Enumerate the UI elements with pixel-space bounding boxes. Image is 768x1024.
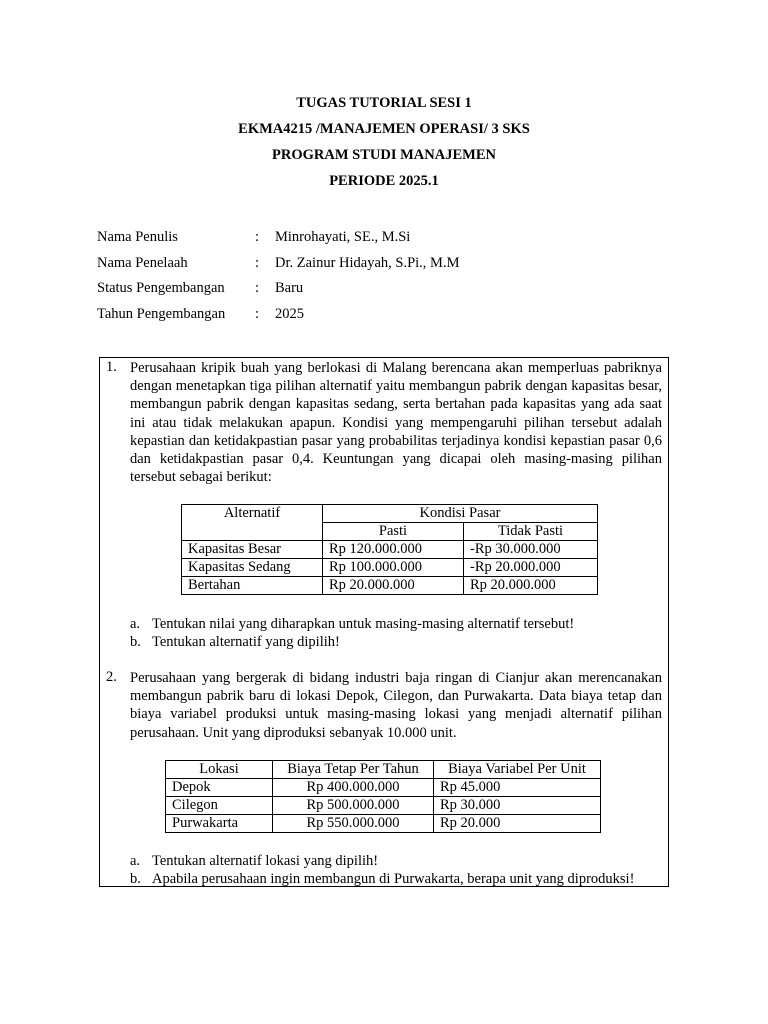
cell-biaya-tetap: Rp 500.000.000: [273, 797, 434, 815]
meta-value: 2025: [275, 306, 304, 323]
sub-text: Tentukan alternatif lokasi yang dipilih!: [152, 853, 379, 869]
meta-label: Nama Penulis: [97, 229, 178, 245]
cell-pasti: Rp 120.000.000: [323, 541, 464, 559]
sub-letter: a.: [130, 853, 141, 869]
sub-question-a: [130, 852, 662, 870]
meta-label: Status Pengembangan: [97, 280, 225, 297]
table-row: [166, 815, 601, 833]
question-text: Perusahaan yang bergerak di bidang industri baja ringan di Cianjur akan merencanakan membangun pabrik baru di lokasi Depok, Cilegon, dan Purwakarta. Data biaya tetap dan biaya variabel produksi untuk masing-masing lokasi yang menjadi alternatif pilihan perusahaan. Unit yang diproduksi sebanyak 10.000 unit.: [130, 670, 662, 741]
author-info: [97, 228, 459, 331]
sub-questions: [130, 852, 662, 888]
sub-letter: b.: [130, 871, 141, 887]
sub-text: Tentukan alternatif yang dipilih!: [152, 634, 340, 650]
cell-biaya-tetap: Rp 400.000.000: [273, 779, 434, 797]
cell-pasti: Rp 100.000.000: [323, 559, 464, 577]
meta-colon: :: [255, 229, 260, 245]
meta-label: Tahun Pengembangan: [97, 306, 226, 323]
cell-lokasi: Cilegon: [166, 797, 273, 815]
sub-question-b: [130, 633, 662, 651]
question-number: 1.: [106, 359, 117, 375]
cell-pasti: Rp 20.000.000: [323, 577, 464, 595]
meta-row-tahun: [97, 305, 459, 331]
header-program: PROGRAM STUDI MANAJEMEN: [272, 147, 496, 163]
meta-value: Dr. Zainur Hidayah, S.Pi., M.M: [275, 254, 460, 271]
meta-colon: :: [255, 306, 260, 323]
sub-question-a: [130, 615, 662, 633]
cell-lokasi: Purwakarta: [166, 815, 273, 833]
cell-biaya-variabel: Rp 45.000: [434, 779, 601, 797]
payoff-table: [181, 504, 598, 595]
cell-alternatif: Kapasitas Besar: [182, 541, 323, 559]
header-lokasi: Lokasi: [166, 761, 273, 779]
header-title: TUGAS TUTORIAL SESI 1: [296, 95, 472, 111]
sub-text: Apabila perusahaan ingin membangun di Purwakarta, berapa unit yang diproduksi!: [152, 871, 635, 887]
question-text: Perusahaan kripik buah yang berlokasi di Malang berencana akan memperluas pabriknya dengan menetapkan tiga pilihan alternatif yaitu membangun pabrik dengan kapasitas besar, membangun pabrik dengan kapasitas sedang, serta bertahan pada kapasitas yang ada saat ini atau tidak melakukan apapun. Kondisi yang mempengaruhi pilihan tersebut adalah kepastian dan ketidakpastian pasar yang probabilitas terjadinya kondisi kepastian pasar 0,6 dan ketidakpastian pasar 0,4. Keuntungan yang dicapai oleh masing-masing pilihan tersebut sebagai berikut:: [130, 360, 662, 486]
sub-questions: [130, 615, 662, 651]
header-alternatif: Alternatif: [182, 505, 323, 541]
question-number: 2.: [106, 669, 117, 685]
cell-biaya-variabel: Rp 30.000: [434, 797, 601, 815]
header-kondisi-pasar: Kondisi Pasar: [323, 505, 598, 523]
header-biaya-variabel: Biaya Variabel Per Unit: [434, 761, 601, 779]
meta-value: Minrohayati, SE., M.Si: [275, 229, 411, 245]
sub-letter: a.: [130, 616, 141, 632]
question-1: [106, 359, 662, 486]
cell-biaya-variabel: Rp 20.000: [434, 815, 601, 833]
meta-row-penelaah: [97, 254, 459, 280]
table-row: [166, 797, 601, 815]
cell-biaya-tetap: Rp 550.000.000: [273, 815, 434, 833]
sub-text: Tentukan nilai yang diharapkan untuk masing-masing alternatif tersebut!: [152, 616, 575, 632]
header-biaya-tetap: Biaya Tetap Per Tahun: [273, 761, 434, 779]
sub-letter: b.: [130, 634, 141, 650]
table-row: [182, 559, 598, 577]
table-row: [182, 577, 598, 595]
question-2: [106, 669, 662, 742]
meta-row-penulis: [97, 228, 459, 254]
questions-box: [99, 357, 669, 887]
document-header: [0, 94, 768, 198]
header-period: PERIODE 2025.1: [329, 173, 439, 189]
table-header-row: [182, 505, 598, 523]
location-cost-table: [165, 760, 601, 833]
meta-row-status: [97, 279, 459, 305]
table-row: [182, 541, 598, 559]
cell-tidak-pasti: -Rp 30.000.000: [464, 541, 598, 559]
meta-label: Nama Penelaah: [97, 254, 188, 271]
table-header-row: [166, 761, 601, 779]
header-course: EKMA4215 /MANAJEMEN OPERASI/ 3 SKS: [238, 121, 530, 137]
cell-lokasi: Depok: [166, 779, 273, 797]
cell-alternatif: Bertahan: [182, 577, 323, 595]
cell-tidak-pasti: -Rp 20.000.000: [464, 559, 598, 577]
meta-colon: :: [255, 280, 260, 297]
meta-colon: :: [255, 254, 260, 271]
sub-question-b: [130, 870, 662, 888]
table-row: [166, 779, 601, 797]
header-tidak-pasti: Tidak Pasti: [464, 523, 598, 541]
header-pasti: Pasti: [323, 523, 464, 541]
question-1-subs: [106, 615, 662, 651]
cell-alternatif: Kapasitas Sedang: [182, 559, 323, 577]
cell-tidak-pasti: Rp 20.000.000: [464, 577, 598, 595]
question-2-subs: [106, 852, 662, 888]
meta-value: Baru: [275, 280, 304, 297]
